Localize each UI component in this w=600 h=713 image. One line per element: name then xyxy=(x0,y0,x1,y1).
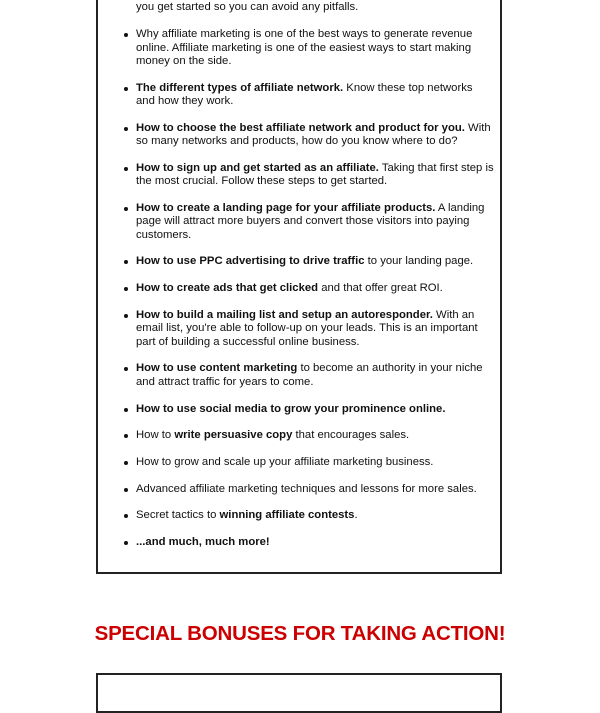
feature-list-item xyxy=(124,403,494,416)
body-text: With an email list, you're able to follow-up on your leads. This is an important part of building a successful online business. xyxy=(136,308,478,348)
bold-text: How to sign up and get started as an affiliate. xyxy=(136,161,379,174)
bullet-dot-icon xyxy=(124,87,128,91)
bullet-dot-icon xyxy=(124,541,128,545)
bold-text: How to build a mailing list and setup an autoresponder. xyxy=(136,308,433,321)
bold-text: How to use PPC advertising to drive traffic xyxy=(136,255,365,268)
body-text: Taking that first step is the most crucial. Follow these steps to get started. xyxy=(136,161,494,188)
feature-list-item xyxy=(124,162,494,189)
bold-text: winning affiliate contests xyxy=(219,509,355,522)
bold-text: How to use social media to grow your prominence online. xyxy=(136,402,446,415)
body-text: . xyxy=(354,509,358,522)
bold-text: How to use content marketing xyxy=(136,362,298,375)
bold-text: write persuasive copy xyxy=(174,429,293,442)
bullet-dot-icon xyxy=(124,207,128,211)
feature-list-item xyxy=(124,536,494,549)
bullet-dot-icon xyxy=(124,434,128,438)
body-text: Why affiliate marketing is one of the best ways to generate revenue online. Affiliate marketing is one of the easiest ways to start making money on the side. xyxy=(136,28,473,67)
bold-text: How to create a landing page for your affiliate products. xyxy=(136,201,436,214)
feature-list-item xyxy=(124,0,494,15)
bold-text: ...and much, much more! xyxy=(136,536,270,549)
feature-list-item xyxy=(124,309,494,349)
features-list xyxy=(124,0,494,563)
bullet-dot-icon xyxy=(124,167,128,171)
feature-list-item xyxy=(124,362,494,389)
feature-list-item xyxy=(124,255,494,268)
bonuses-headline: SPECIAL BONUSES FOR TAKING ACTION! xyxy=(94,622,506,645)
feature-list-item xyxy=(124,202,494,242)
bullet-dot-icon xyxy=(124,314,128,318)
bullet-dot-icon xyxy=(124,514,128,518)
body-text: that encourages sales. xyxy=(292,429,410,442)
body-text: A landing page will attract more buyers and convert those visitors into paying customers. xyxy=(136,201,485,241)
bold-text: The different types of affiliate network. xyxy=(136,81,344,94)
feature-list-item xyxy=(124,122,494,149)
bullet-dot-icon xyxy=(124,33,128,37)
bullet-dot-icon xyxy=(124,260,128,264)
body-text: you get started so you can avoid any pitfalls. xyxy=(136,1,359,14)
feature-list-item xyxy=(124,28,494,68)
body-text: With so many networks and products, how do you know where to do? xyxy=(136,121,491,148)
bullet-dot-icon xyxy=(124,408,128,412)
body-text: How to xyxy=(136,429,175,442)
body-text: Advanced affiliate marketing techniques and lessons for more sales. xyxy=(136,482,477,495)
feature-list-item xyxy=(124,282,494,295)
body-text: How to grow and scale up your affiliate marketing business. xyxy=(136,455,434,468)
body-text: and that offer great ROI. xyxy=(318,282,443,295)
bullet-dot-icon xyxy=(124,367,128,371)
body-text: to your landing page. xyxy=(364,255,474,268)
bullet-dot-icon xyxy=(124,287,128,291)
bold-text: How to choose the best affiliate network and product for you. xyxy=(136,121,465,134)
body-text: Know these top networks and how they work. xyxy=(136,81,473,108)
bold-text: How to create ads that get clicked xyxy=(136,282,319,295)
bonuses-box xyxy=(96,673,502,713)
body-text: to become an authority in your niche and attract traffic for years to come. xyxy=(136,362,483,388)
feature-list-item xyxy=(124,429,494,442)
feature-list-item xyxy=(124,82,494,109)
body-text: Secret tactics to xyxy=(136,509,220,522)
feature-list-item xyxy=(124,456,494,469)
bullet-dot-icon xyxy=(124,488,128,492)
bullet-dot-icon xyxy=(124,127,128,131)
bullet-dot-icon xyxy=(124,461,128,465)
feature-list-item xyxy=(124,509,494,522)
feature-list-item xyxy=(124,483,494,496)
